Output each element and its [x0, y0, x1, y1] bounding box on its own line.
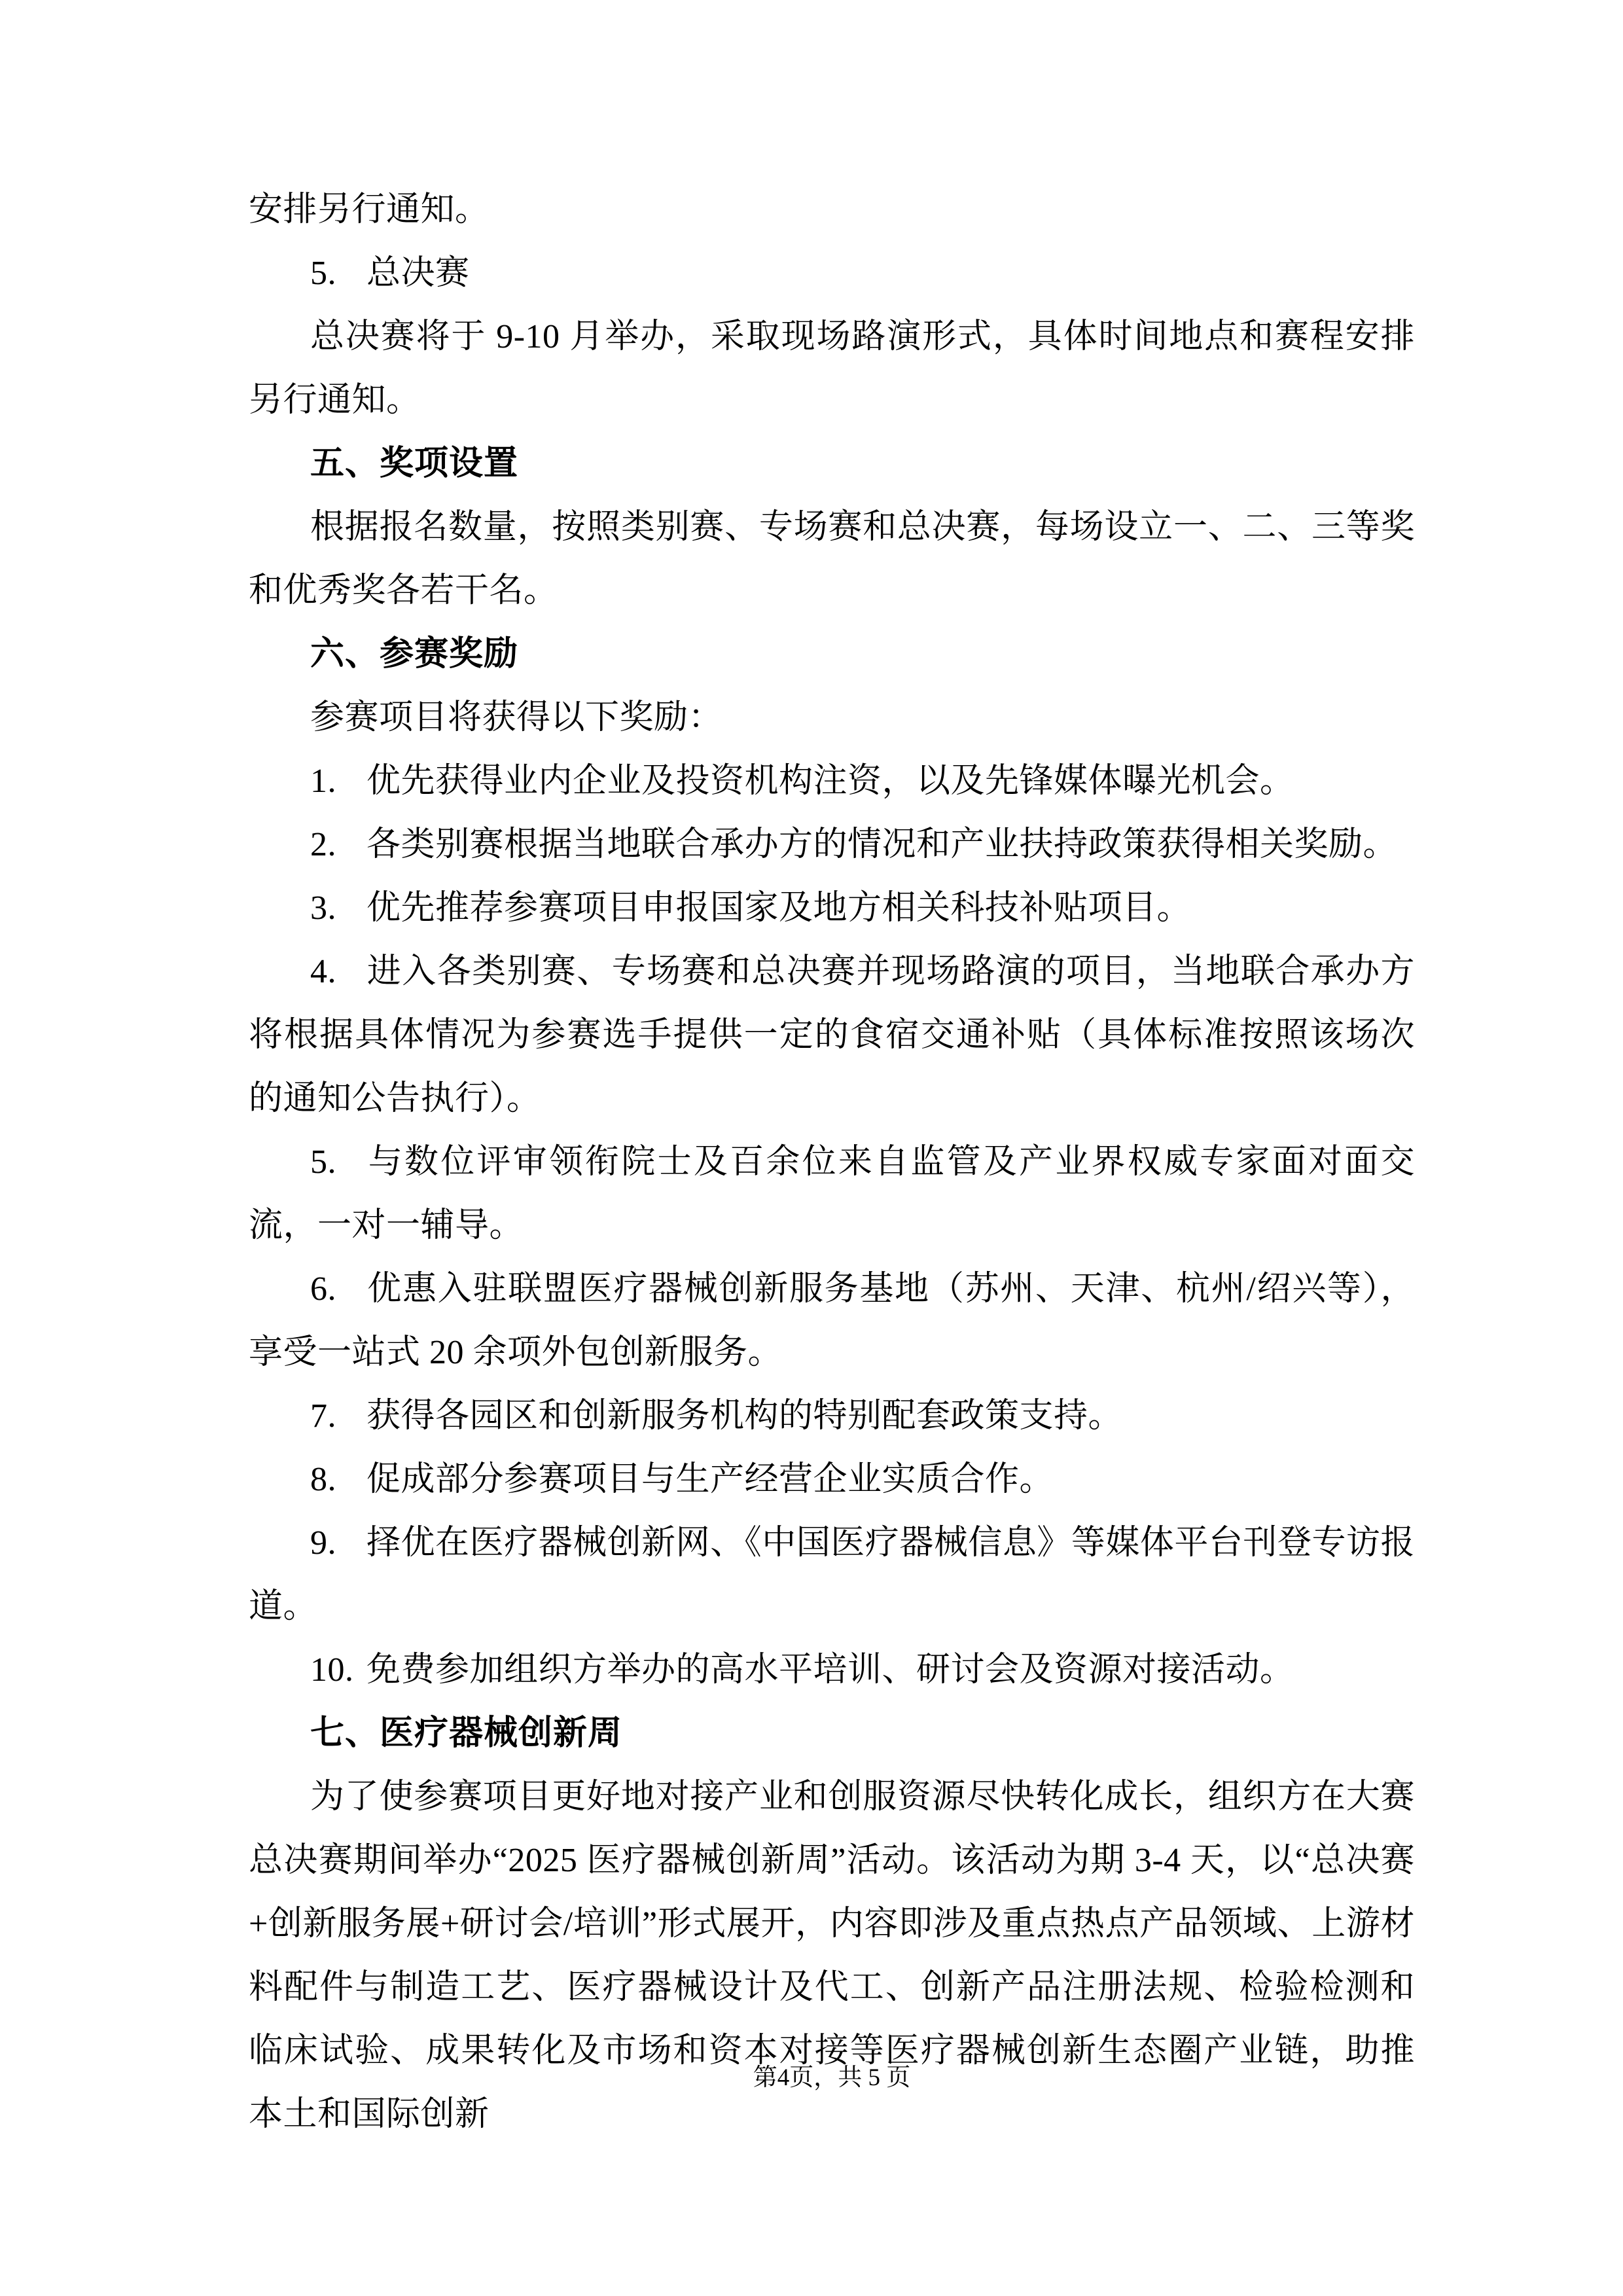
list-number: 8.	[310, 1461, 336, 1498]
paragraph-continuation: 安排另行通知。	[249, 191, 490, 228]
list-item-incentive-5	[249, 1130, 1415, 1257]
list-number: 1.	[310, 762, 336, 800]
page-footer: 第4页，共 5 页	[753, 2064, 911, 2091]
section-heading-innovation-week: 七、医疗器械创新周	[310, 1714, 623, 1752]
document-body	[249, 178, 1415, 2146]
list-item-incentive-10	[249, 1638, 1415, 1702]
list-number: 6.	[310, 1270, 336, 1308]
list-number: 5.	[310, 1143, 336, 1181]
list-item-incentive-1	[249, 749, 1415, 813]
list-item-text: 各类别赛根据当地联合承办方的情况和产业扶持政策获得相关奖励。	[366, 826, 1398, 863]
list-item-text: 与数位评审领衔院士及百余位来自监管及产业界权威专家面对面交流，一对一辅导。	[249, 1143, 1415, 1244]
list-item-incentive-7	[249, 1384, 1415, 1448]
paragraph-awards-detail: 根据报名数量，按照类别赛、专场赛和总决赛，每场设立一、二、三等奖和优秀奖各若干名。	[249, 509, 1415, 609]
list-item-text: 优先获得业内企业及投资机构注资，以及先锋媒体曝光机会。	[366, 762, 1294, 800]
list-item-incentive-9	[249, 1511, 1415, 1638]
list-item-text: 择优在医疗器械创新网、《中国医疗器械信息》等媒体平台刊登专访报道。	[249, 1524, 1415, 1625]
list-item-incentive-2	[249, 813, 1415, 876]
list-item-text: 免费参加组织方举办的高水平培训、研讨会及资源对接活动。	[366, 1651, 1294, 1689]
list-number: 5.	[310, 255, 336, 292]
list-item-text: 促成部分参赛项目与生产经营企业实质合作。	[366, 1461, 1054, 1498]
paragraph-innovation-week-detail: 为了使参赛项目更好地对接产业和创服资源尽快转化成长，组织方在大赛总决赛期间举办“2025 医疗器械创新周”活动。该活动为期 3-4 天，以“总决赛+创新服务展+研讨会/培训”形式展开，内容即涉及重点热点产品领域、上游材料配件与制造工艺、医疗器械设计及代工、创新产品注册法规、检验检测和临床试验、成果转化及市场和资本对接等医疗器械创新生态圈产业链，助推本土和国际创新	[249, 1778, 1415, 2133]
paragraph-incentives-intro: 参赛项目将获得以下奖励：	[310, 699, 723, 736]
paragraph-finals-schedule: 总决赛将于 9-10 月举办，采取现场路演形式，具体时间地点和赛程安排另行通知。	[249, 318, 1415, 419]
list-item-finals	[249, 242, 1415, 305]
list-item-incentive-4	[249, 940, 1415, 1130]
list-item-incentive-8	[249, 1448, 1415, 1511]
list-item-incentive-3	[249, 876, 1415, 940]
list-number: 2.	[310, 826, 336, 863]
list-number: 7.	[310, 1397, 336, 1435]
section-heading-awards: 五、奖项设置	[310, 444, 519, 482]
section-heading-incentives: 六、参赛奖励	[310, 635, 519, 673]
list-item-text: 进入各类别赛、专场赛和总决赛并现场路演的项目，当地联合承办方将根据具体情况为参赛选手提供一定的食宿交通补贴（具体标准按照该场次的通知公告执行）。	[249, 953, 1415, 1117]
list-item-text: 优惠入驻联盟医疗器械创新服务基地（苏州、天津、杭州/绍兴等），享受一站式 20 余项外包创新服务。	[249, 1270, 1415, 1371]
list-item-text: 总决赛	[366, 255, 470, 292]
list-number: 3.	[310, 889, 336, 927]
list-number: 10.	[310, 1651, 354, 1689]
list-item-incentive-6	[249, 1257, 1415, 1384]
list-item-text: 获得各园区和创新服务机构的特别配套政策支持。	[366, 1397, 1123, 1435]
list-item-text: 优先推荐参赛项目申报国家及地方相关科技补贴项目。	[366, 889, 1192, 927]
list-number: 4.	[310, 953, 336, 990]
list-number: 9.	[310, 1524, 336, 1562]
